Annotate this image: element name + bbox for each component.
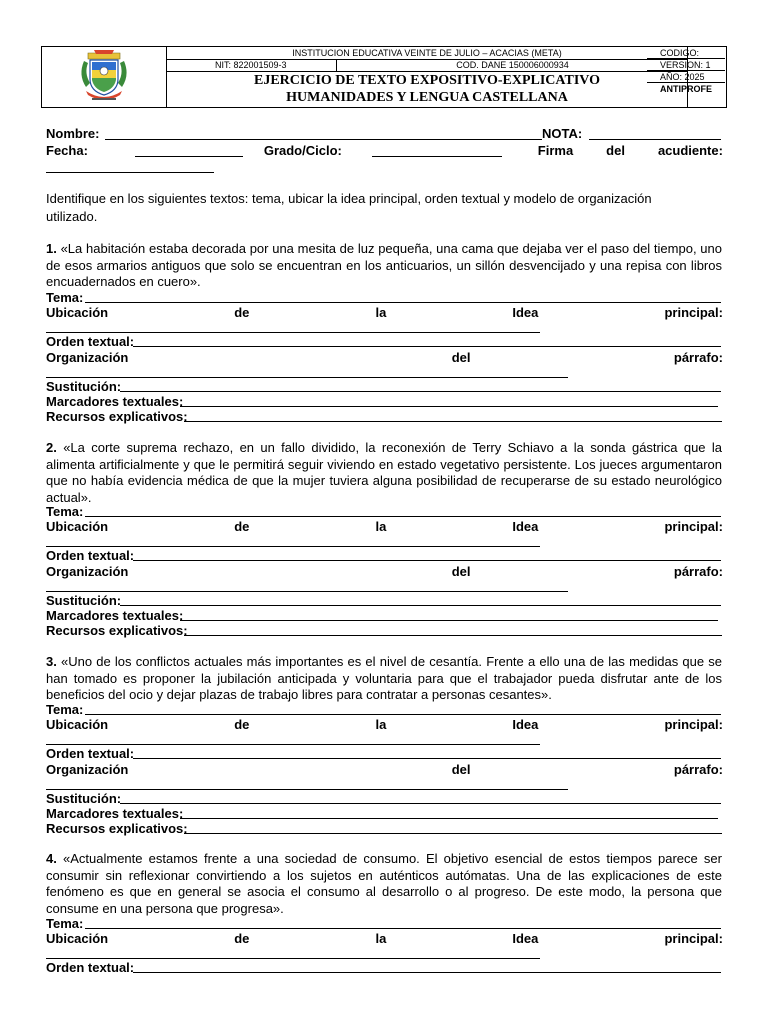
sustitucion-field[interactable]	[120, 803, 721, 804]
principal-label: principal:	[664, 931, 723, 946]
organizacion-label: Organización	[46, 350, 129, 365]
recursos-field[interactable]	[184, 635, 722, 636]
de-label: de	[234, 305, 250, 320]
tema-label: Tema:	[46, 504, 84, 519]
marcadores-label: Marcadores textuales:	[46, 394, 184, 409]
sustitucion-field[interactable]	[120, 605, 721, 606]
fecha-label: Fecha:	[46, 143, 88, 158]
ubicacion-row	[46, 305, 723, 320]
nombre-label: Nombre:	[46, 126, 100, 141]
ubicacion-row	[46, 717, 723, 732]
idea-principal-field[interactable]	[46, 958, 540, 959]
year-label: AÑO: 2025	[647, 71, 725, 83]
orden-field[interactable]	[133, 972, 721, 973]
parrafo-label: párrafo:	[673, 762, 723, 777]
exercise-body: «Actualmente estamos frente a una sociedad de consumo. El objetivo esencial de estos tiempos parece ser consumir sin reflexionar convirtiendo a los sujetos en auténticos autómatas. Una de las explicaciones de este fenómeno es que en general se asocia el consumo al desarrollo o al progreso. De este modo, la persona que consume en una persona que progresa».	[46, 851, 722, 916]
organizacion-row	[46, 762, 723, 777]
school-crest-icon	[76, 49, 132, 103]
ubicacion-row	[46, 519, 723, 534]
nota-field[interactable]	[589, 139, 721, 140]
orden-label: Orden textual:	[46, 548, 135, 563]
marcadores-field[interactable]	[180, 406, 718, 407]
organizacion-row	[46, 564, 723, 579]
la-label: la	[375, 717, 387, 732]
sustitucion-label: Sustitución:	[46, 379, 122, 394]
la-label: la	[375, 305, 387, 320]
recursos-label: Recursos explicativos:	[46, 623, 188, 638]
fecha-field[interactable]	[135, 156, 243, 157]
marcadores-label: Marcadores textuales:	[46, 806, 184, 821]
idea-label: Idea	[512, 519, 539, 534]
orden-label: Orden textual:	[46, 960, 135, 975]
principal-label: principal:	[664, 305, 723, 320]
organizacion-field[interactable]	[46, 789, 568, 790]
organizacion-field[interactable]	[46, 377, 568, 378]
document-header	[41, 46, 727, 108]
ubicacion-label: Ubicación	[46, 519, 109, 534]
acudiente-field[interactable]	[46, 172, 214, 173]
ubicacion-label: Ubicación	[46, 931, 109, 946]
document-title	[167, 71, 687, 108]
ubicacion-label: Ubicación	[46, 305, 109, 320]
acudiente-label: acudiente:	[657, 143, 723, 158]
firma-label: Firma	[537, 143, 574, 158]
exercise-number: 2.	[46, 440, 57, 455]
exercise-body: «Uno de los conflictos actuales más importantes es el nivel de cesantía. Frente a ello una de las medidas que se han tomado es proponer la jubilación anticipada y voluntaria para que el trabajador pueda disfrutar ante de los beneficios del ocio y dejar plazas de trabajo libres para contratar a personas cesantes».	[46, 654, 722, 702]
exercise-1-text	[46, 241, 722, 291]
parrafo-label: párrafo:	[673, 564, 723, 579]
organizacion-row	[46, 350, 723, 365]
sustitucion-field[interactable]	[120, 391, 721, 392]
exercise-body: «La corte suprema rechazo, en un fallo dividido, la reconexión de Terry Schiavo a la sonda gástrica que la alimenta artificialmente y que le permitirá seguir viviendo en estado vegetativo persistente. Los jueces argumentaron que no había evidencia médica de que la mujer tuviera alguna posibilidad de recuperarse de su estado neurológico actual».	[46, 440, 722, 505]
del-label: del	[451, 350, 471, 365]
exercise-2-text	[46, 440, 722, 506]
marcadores-field[interactable]	[180, 620, 718, 621]
dane-code: COD. DANE 150006000934	[456, 60, 569, 70]
del-label: del	[606, 143, 625, 158]
orden-field[interactable]	[133, 560, 721, 561]
orden-label: Orden textual:	[46, 746, 135, 761]
idea-principal-field[interactable]	[46, 744, 540, 745]
ubicacion-label: Ubicación	[46, 717, 109, 732]
orden-field[interactable]	[133, 758, 721, 759]
idea-label: Idea	[512, 931, 539, 946]
nota-label: NOTA:	[542, 126, 583, 141]
organizacion-field[interactable]	[46, 591, 568, 592]
principal-label: principal:	[664, 717, 723, 732]
recursos-field[interactable]	[184, 421, 722, 422]
tema-label: Tema:	[46, 916, 84, 931]
recursos-label: Recursos explicativos:	[46, 409, 188, 424]
nombre-field[interactable]	[105, 139, 542, 140]
recursos-label: Recursos explicativos:	[46, 821, 188, 836]
idea-label: Idea	[512, 305, 539, 320]
title-line-1: EJERCICIO DE TEXTO EXPOSITIVO-EXPLICATIVO	[253, 73, 600, 88]
nit-value: NIT: 822001509-3	[167, 59, 337, 71]
idea-label: Idea	[512, 717, 539, 732]
grado-label: Grado/Ciclo:	[263, 143, 342, 158]
tema-label: Tema:	[46, 290, 84, 305]
header-right	[647, 47, 727, 107]
de-label: de	[234, 931, 250, 946]
marcadores-label: Marcadores textuales:	[46, 608, 184, 623]
exercise-body: «La habitación estaba decorada por una mesita de luz pequeña, una cama que dejaba ver el paso del tiempo, uno de esos armarios antiguos que solo se encuentran en los anticuarios, un sillón desvencijado y una repisa con libros encuadernados en cuero».	[46, 241, 722, 289]
institution-name: INSTITUCION EDUCATIVA VEINTE DE JULIO – ACACIAS (META)	[167, 47, 687, 60]
exercise-number: 3.	[46, 654, 57, 669]
principal-label: principal:	[664, 519, 723, 534]
del-label: del	[451, 564, 471, 579]
organizacion-label: Organización	[46, 564, 129, 579]
la-label: la	[375, 931, 387, 946]
exercise-3-text	[46, 654, 722, 704]
version-label: VERSION: 1	[647, 59, 725, 71]
tema-label: Tema:	[46, 702, 84, 717]
tema-field[interactable]	[85, 928, 721, 929]
exercise-4-text	[46, 851, 722, 917]
tema-field[interactable]	[85, 302, 721, 303]
logo-cell	[42, 47, 167, 107]
antiprofe-label: ANTIPROFE	[660, 84, 713, 94]
sustitucion-label: Sustitución:	[46, 791, 122, 806]
exercise-number: 1.	[46, 241, 57, 256]
grado-field[interactable]	[372, 156, 502, 157]
header-center	[167, 47, 688, 107]
idea-principal-field[interactable]	[46, 332, 540, 333]
ubicacion-row	[46, 931, 723, 946]
de-label: de	[234, 519, 250, 534]
idea-principal-field[interactable]	[46, 546, 540, 547]
parrafo-label: párrafo:	[673, 350, 723, 365]
marcadores-field[interactable]	[180, 818, 718, 819]
instructions: Identifique en los siguientes textos: tema, ubicar la idea principal, orden textual y modelo de organización utilizado.	[46, 191, 652, 224]
recursos-field[interactable]	[184, 833, 722, 834]
codigo-label: CODIGO:	[647, 47, 725, 59]
sustitucion-label: Sustitución:	[46, 593, 122, 608]
orden-label: Orden textual:	[46, 334, 135, 349]
del-label: del	[451, 762, 471, 777]
la-label: la	[375, 519, 387, 534]
de-label: de	[234, 717, 250, 732]
organizacion-label: Organización	[46, 762, 129, 777]
tema-field[interactable]	[85, 714, 721, 715]
exercise-number: 4.	[46, 851, 57, 866]
orden-field[interactable]	[133, 346, 721, 347]
tema-field[interactable]	[85, 516, 721, 517]
title-line-2: HUMANIDADES Y LENGUA CASTELLANA	[286, 90, 568, 105]
